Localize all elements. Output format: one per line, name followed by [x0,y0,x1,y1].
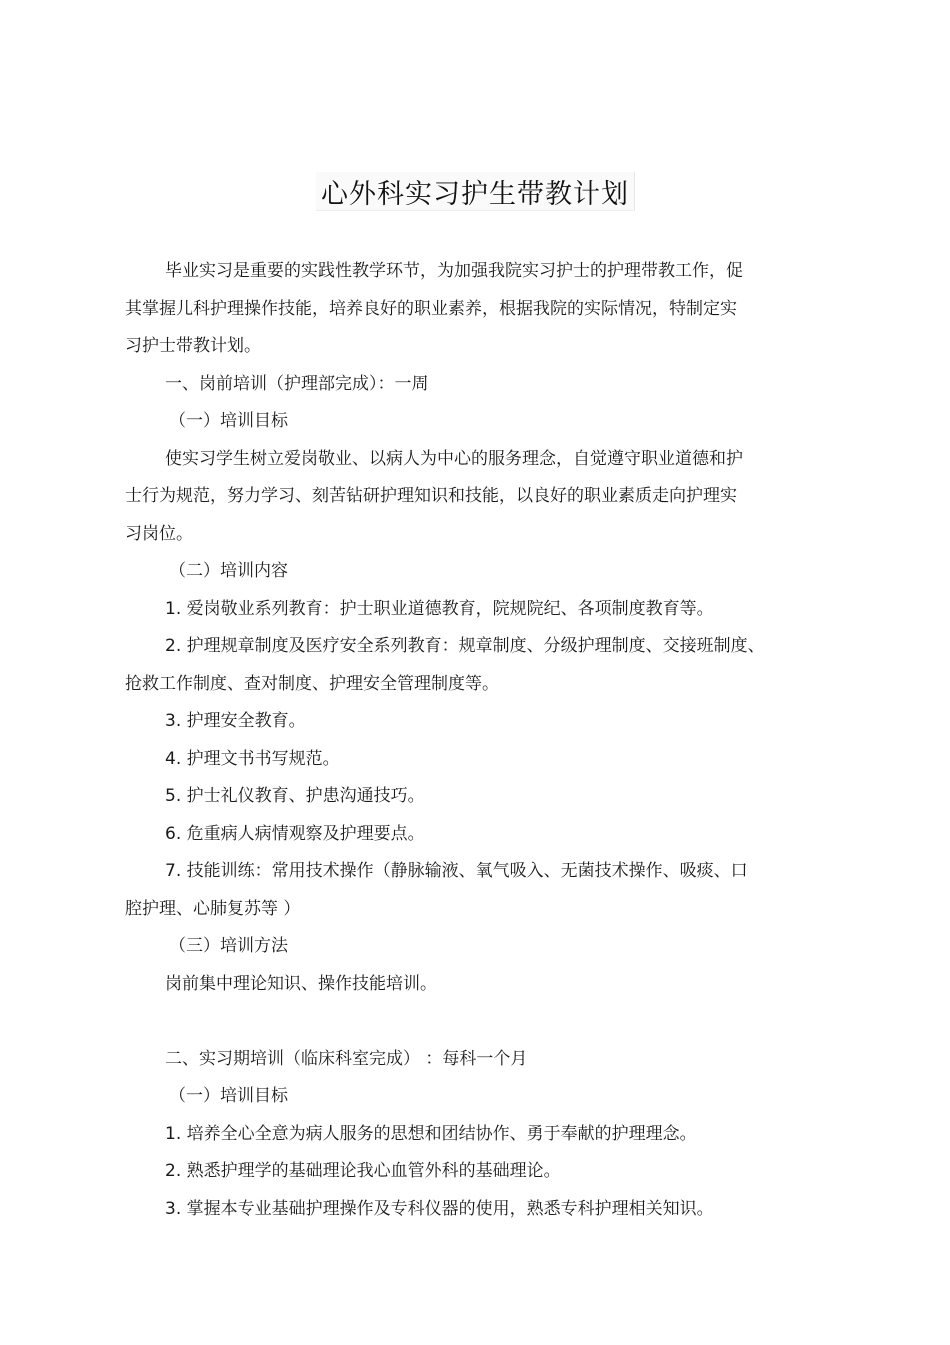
paragraph-line: 一、岗前培训（护理部完成）：一周 [165,373,429,394]
paragraph-line: 其掌握儿科护理操作技能，培养良好的职业素养，根据我院的实际情况，特制定实 [125,298,737,319]
document-title: 心外科实习护生带教计划 [321,178,629,210]
paragraph-line: 2. 护理规章制度及医疗安全系列教育：规章制度、分级护理制度、交接班制度、 [165,636,765,656]
paragraph-line: 3. 护理安全教育。 [165,711,306,731]
paragraph-line: （一）培训目标 [169,411,288,431]
paragraph-line: 毕业实习是重要的实践性教学环节，为加强我院实习护士的护理带教工作，促 [165,261,743,281]
paragraph-line: （二）培训内容 [169,561,288,581]
paragraph-line: 1. 爱岗敬业系列教育：护士职业道德教育，院规院纪、各项制度教育等。 [165,598,714,619]
paragraph-line: 4. 护理文书书写规范。 [165,748,340,769]
paragraph-line: 二、实习期培训（临床科室完成） ：每科一个月 [165,1048,528,1069]
paragraph-line: 腔护理、心肺复苏等 ） [125,898,301,919]
paragraph-line: （一）培训目标 [169,1086,288,1106]
document-title-box [316,172,635,211]
paragraph-line: （三）培训方法 [169,936,288,956]
paragraph-line: 6. 危重病人病情观察及护理要点。 [165,823,425,844]
paragraph-line: 2. 熟悉护理学的基础理论我心血管外科的基础理论。 [165,1161,561,1181]
paragraph-line: 习岗位。 [125,523,193,544]
paragraph-line [125,1003,790,1041]
paragraph-line: 3. 掌握本专业基础护理操作及专科仪器的使用，熟悉专科护理相关知识。 [165,1198,714,1219]
paragraph-line: 7. 技能训练：常用技术操作（静脉输液、氧气吸入、无菌技术操作、吸痰、口 [165,861,748,881]
paragraph-line: 习护士带教计划。 [125,336,261,356]
document-body [125,253,790,1228]
paragraph-line: 5. 护士礼仪教育、护患沟通技巧。 [165,786,425,806]
paragraph-line: 1. 培养全心全意为病人服务的思想和团结协作、勇于奉献的护理理念。 [165,1123,697,1144]
paragraph-line: 抢救工作制度、查对制度、护理安全管理制度等。 [125,673,499,694]
paragraph-line: 士行为规范，努力学习、刻苦钻研护理知识和技能，以良好的职业素质走向护理实 [125,486,737,506]
paragraph-line: 使实习学生树立爱岗敬业、以病人为中心的服务理念，自觉遵守职业道德和护 [165,448,743,469]
paragraph-line: 岗前集中理论知识、操作技能培训。 [165,973,437,994]
